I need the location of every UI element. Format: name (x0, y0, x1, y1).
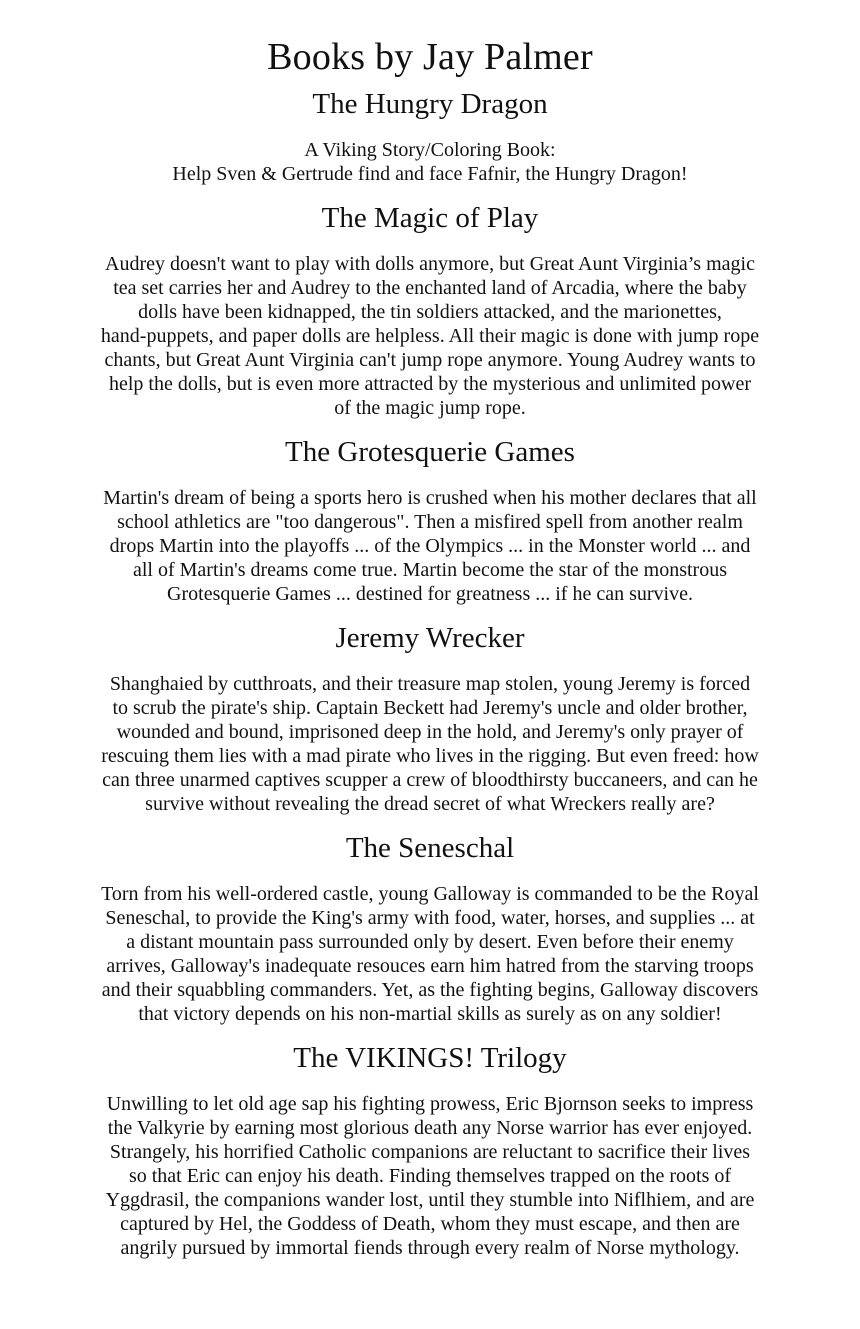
description-line: a distant mountain pass surrounded only by desert. Even before their enemy (126, 931, 734, 953)
page-title: Books by Jay Palmer (267, 36, 593, 78)
book-description (60, 486, 800, 606)
book-title: The Hungry Dragon (312, 88, 548, 120)
description-line: help the dolls, but is even more attracted by the mysterious and unlimited power (108, 373, 752, 395)
description-line: hand-puppets, and paper dolls are helpless. All their magic is done with jump rope (100, 325, 760, 347)
book-title: The Magic of Play (321, 202, 539, 234)
book-entry-magic-of-play (60, 200, 800, 420)
description-line: Unwilling to let old age sap his fighting prowess, Eric Bjornson seeks to impress (106, 1093, 754, 1115)
description-line: the Valkyrie by earning most glorious death any Norse warrior has ever enjoyed. (107, 1117, 753, 1139)
description-line: Shanghaied by cutthroats, and their treasure map stolen, young Jeremy is forced (109, 673, 751, 695)
book-description (60, 138, 800, 186)
book-description (60, 882, 800, 1026)
description-line: that victory depends on his non-martial skills as surely as on any soldier! (138, 1003, 722, 1025)
book-entry-seneschal (60, 830, 800, 1026)
book-description (60, 1092, 800, 1260)
book-description (60, 672, 800, 816)
description-line: all of Martin's dreams come true. Martin become the star of the monstrous (133, 559, 727, 581)
description-line: angrily pursued by immortal fiends through every realm of Norse mythology. (120, 1237, 740, 1259)
description-line: wounded and bound, imprisoned deep in the hold, and Jeremy's only prayer of (116, 721, 744, 743)
book-title: The Seneschal (345, 832, 515, 864)
description-line: captured by Hel, the Goddess of Death, whom they must escape, and then are (120, 1213, 740, 1235)
book-title: The Grotesquerie Games (285, 436, 575, 468)
description-line: rescuing them lies with a mad pirate who lives in the rigging. But even freed: how (101, 745, 759, 767)
description-line: Seneschal, to provide the King's army with food, water, horses, and supplies ... at (105, 907, 755, 929)
description-line: Audrey doesn't want to play with dolls anymore, but Great Aunt Virginia’s magic (105, 253, 755, 275)
description-line: and their squabbling commanders. Yet, as the fighting begins, Galloway discovers (101, 979, 759, 1001)
description-line: arrives, Galloway's inadequate resouces earn him hatred from the starving troops (106, 955, 754, 977)
book-entry-vikings-trilogy (60, 1040, 800, 1260)
description-line: of the magic jump rope. (334, 397, 526, 419)
description-line: can three unarmed captives scupper a crew of bloodthirsty buccaneers, and can he (102, 769, 758, 791)
description-line: A Viking Story/Coloring Book: (304, 139, 556, 161)
description-line: drops Martin into the playoffs ... of the Olympics ... in the Monster world ... and (109, 535, 751, 557)
description-line: tea set carries her and Audrey to the enchanted land of Arcadia, where the baby (113, 277, 747, 299)
book-entry-jeremy-wrecker (60, 620, 800, 816)
description-line: dolls have been kidnapped, the tin soldiers attacked, and the marionettes, (138, 301, 722, 323)
description-line: Martin's dream of being a sports hero is crushed when his mother declares that all (103, 487, 757, 509)
description-line: Torn from his well-ordered castle, young Galloway is commanded to be the Royal (101, 883, 759, 905)
description-line: Help Sven & Gertrude find and face Fafnir, the Hungry Dragon! (172, 163, 688, 185)
book-description (60, 252, 800, 420)
book-title: The VIKINGS! Trilogy (293, 1042, 567, 1074)
book-title: Jeremy Wrecker (335, 622, 525, 654)
description-line: chants, but Great Aunt Virginia can't jump rope anymore. Young Audrey wants to (104, 349, 756, 371)
description-line: survive without revealing the dread secret of what Wreckers really are? (145, 793, 715, 815)
description-line: to scrub the pirate's ship. Captain Beckett had Jeremy's uncle and older brother, (112, 697, 748, 719)
description-line: so that Eric can enjoy his death. Finding themselves trapped on the roots of (128, 1165, 732, 1187)
book-entry-grotesquerie-games (60, 434, 800, 606)
description-line: Grotesquerie Games ... destined for greatness ... if he can survive. (167, 583, 693, 605)
book-list-page (60, 0, 800, 1260)
description-line: Strangely, his horrified Catholic companions are reluctant to sacrifice their lives (109, 1141, 751, 1163)
description-line: school athletics are "too dangerous". Then a misfired spell from another realm (117, 511, 743, 533)
description-line: Yggdrasil, the companions wander lost, until they stumble into Niflhiem, and are (105, 1189, 755, 1211)
book-entry-hungry-dragon (60, 86, 800, 186)
